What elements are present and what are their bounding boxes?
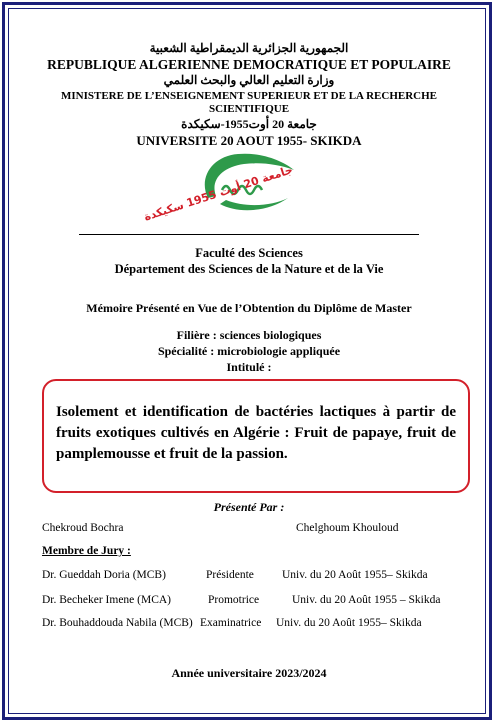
presented-by-label: Présenté Par :	[213, 500, 285, 514]
intitule-label: Intitulé :	[226, 360, 272, 374]
horizontal-rule	[79, 234, 419, 235]
jury-member-role: Présidente	[206, 569, 254, 581]
academic-year: Année universitaire 2023/2024	[171, 666, 327, 680]
ministry-heading-line2: SCIENTIFIQUE	[208, 103, 290, 115]
ministry-heading-line1: MINISTERE DE L’ENSEIGNEMENT SUPERIEUR ET DE LA RECHERCHE	[60, 90, 438, 102]
specialite: Spécialité : microbiologie appliquée	[157, 344, 341, 358]
jury-member-name: Dr. Bouhaddouda Nabila (MCB)	[42, 617, 193, 629]
university-heading: UNIVERSITE 20 AOUT 1955- SKIKDA	[136, 133, 362, 148]
jury-member-name: Dr. Becheker Imene (MCA)	[42, 594, 172, 606]
jury-member-affiliation: Univ. du 20 Août 1955– Skikda	[282, 569, 428, 581]
arabic-university-heading: جامعة 20 أوت1955-سكيكدة	[181, 117, 317, 131]
jury-member-affiliation: Univ. du 20 Août 1955– Skikda	[276, 617, 422, 629]
arabic-ministry-heading: وزارة التعليم العالي والبحث العلمي	[163, 73, 335, 87]
thesis-title: Isolement et identification de bactéries lactiques à partir de fruits exotiques cultivés en Algérie : Fruit de papaye, fruit de pamplemousse et fruit de la passion.	[56, 404, 456, 462]
filiere: Filière : sciences biologiques	[176, 328, 322, 342]
student-name-1: Chekroud Bochra	[42, 522, 124, 534]
jury-member-role: Examinatrice	[200, 617, 262, 629]
department-name: Département des Sciences de la Nature et de la Vie	[114, 262, 384, 276]
student-name-2: Chelghoum Khouloud	[296, 522, 399, 534]
faculty-name: Faculté des Sciences	[195, 246, 303, 260]
republic-heading: REPUBLIQUE ALGERIENNE DEMOCRATIQUE ET POPULAIRE	[47, 57, 451, 72]
jury-member-role: Promotrice	[208, 594, 260, 606]
arabic-republic-heading: الجمهورية الجزائرية الديمقراطية الشعبية	[149, 41, 349, 55]
jury-label: Membre de Jury :	[42, 545, 131, 557]
memoire-statement: Mémoire Présenté en Vue de l’Obtention du Diplôme de Master	[86, 301, 412, 315]
jury-member-name: Dr. Gueddah Doria (MCB)	[42, 569, 166, 581]
logo-arabic-text: جامعة 20 أوت 1955 سكيكدة	[142, 163, 295, 224]
university-logo	[142, 150, 302, 224]
jury-member-affiliation: Univ. du 20 Août 1955 – Skikda	[292, 594, 441, 606]
